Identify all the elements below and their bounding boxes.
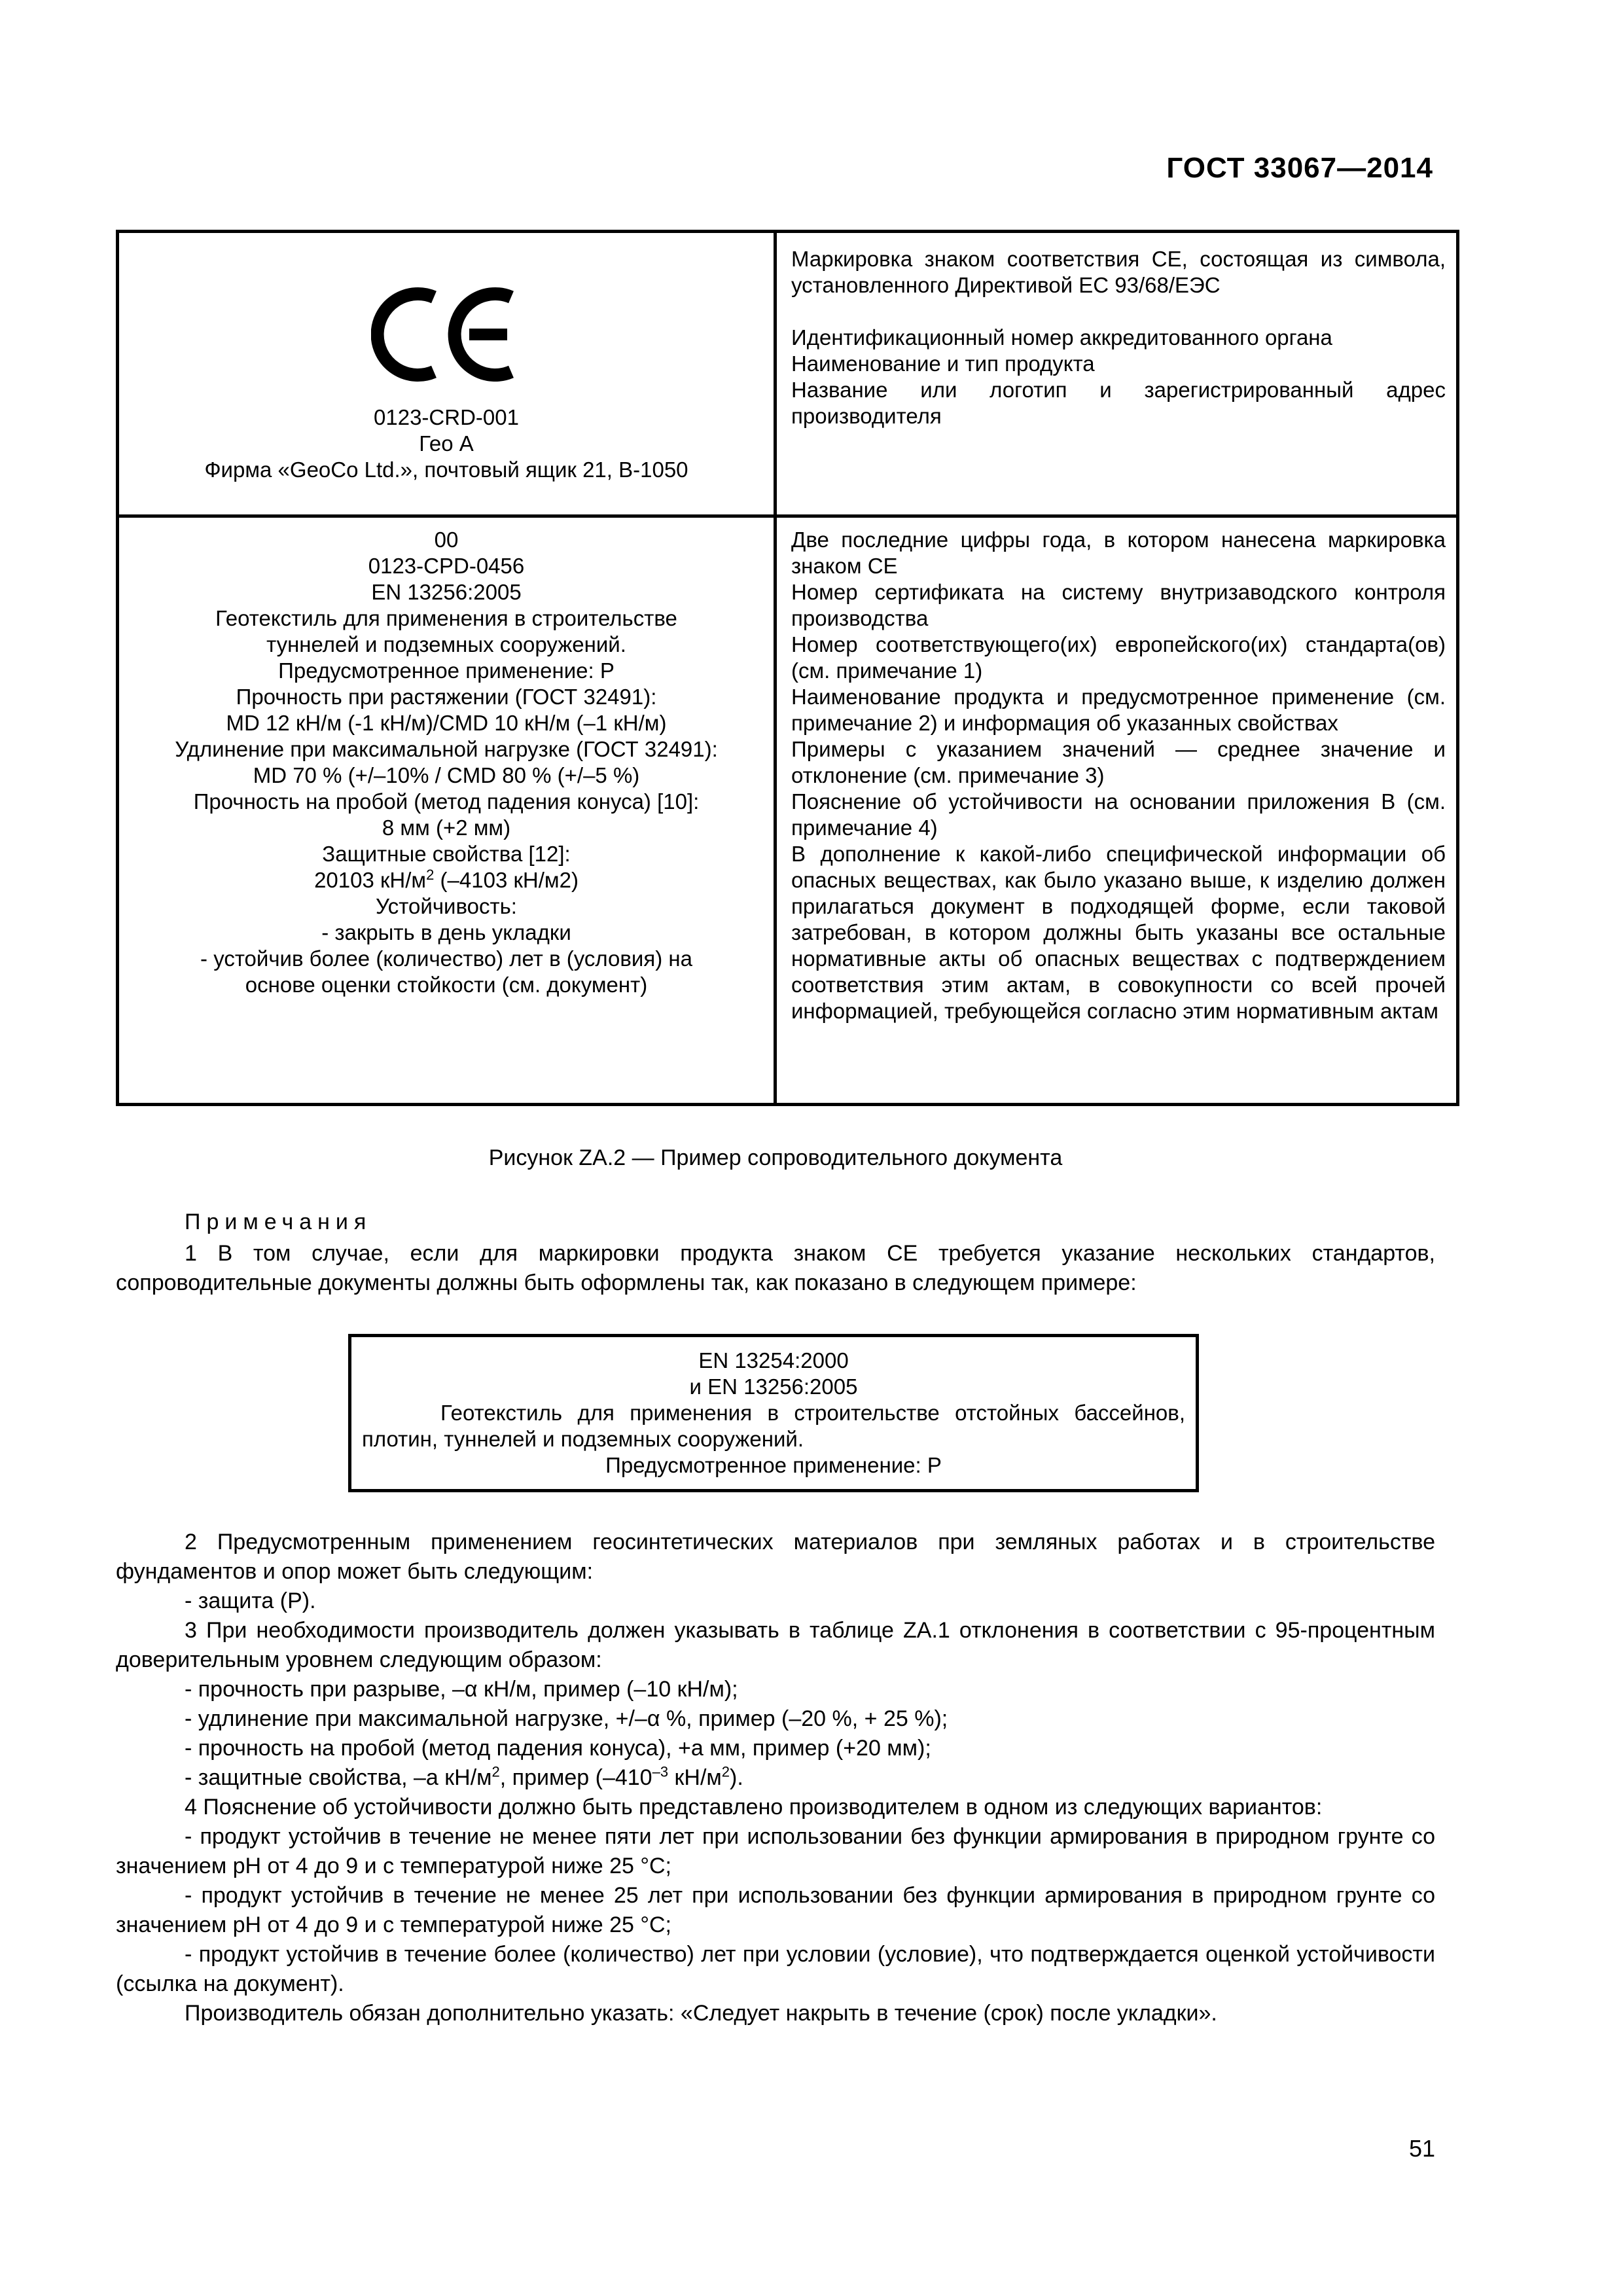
note-3-item-4: - защитные свойства, –а $кН/м^2$, пример ($-410^{-3}$ $кН/м^2$).: [185, 1763, 743, 1790]
product-explanation-cell: [776, 516, 1458, 1105]
note-3-item-2: - удлинение при максимальной нагрузке, +/–α %, пример (–20 %, + 25 %);: [185, 1706, 948, 1731]
durability-item-1: - закрыть в день укладки: [321, 920, 571, 944]
note-4: 4 Пояснение об устойчивости должно быть представлено производителем в одном из следующих вариантов:: [185, 1795, 1323, 1820]
tensile-value: MD 12 кН/м (-1 кН/м)/CMD 10 кН/м (–1 кН/м): [226, 711, 667, 735]
note-3-item-1: - прочность при разрыве, –α кН/м, пример (–10 кН/м);: [185, 1677, 738, 1702]
protection-label: Защитные свойства [12]:: [322, 842, 571, 866]
explain-product: Наименование продукта и предусмотренное применение (см. примечание 2) и информация об указанных свойствах: [791, 685, 1446, 735]
year-digits: 00: [434, 528, 459, 552]
example-standard-2: и EN 13256:2005: [689, 1374, 858, 1399]
elongation-value: MD 70 % (+/–10% / CMD 80 % (+/–5 %): [253, 763, 640, 787]
product-data-cell: [118, 516, 776, 1105]
product-name: Гео А: [419, 431, 474, 456]
example-standard-1: EN 13254:2000: [698, 1348, 849, 1372]
logo-explanation: Название или логотип и зарегистрированный адрес производителя: [791, 378, 1446, 428]
note-4-item-1: - продукт устойчив в течение не менее пяти лет при использовании без функции армирования в природном грунте со значением pH от 4 до 9 и с температурой ниже 25 °С;: [116, 1824, 1435, 1878]
durability-item-3: основе оценки стойкости (см. документ): [245, 973, 648, 997]
explain-values: Примеры с указанием значений — среднее значение и отклонение (см. примечание 3): [791, 737, 1446, 787]
product-desc-2: туннелей и подземных сооружений.: [266, 632, 626, 656]
puncture-value: 8 мм (+2 мм): [382, 816, 511, 840]
example-product: Геотекстиль для применения в строительстве отстойных бассейнов, плотин, туннелей и подземных сооружений.: [362, 1401, 1185, 1451]
example-use: Предусмотренное применение: Р: [605, 1453, 942, 1477]
tensile-label: Прочность при растяжении (ГОСТ 32491):: [236, 685, 657, 709]
type-explanation: Наименование и тип продукта: [791, 351, 1095, 376]
note-3: 3 При необходимости производитель должен указывать в таблице ZA.1 отклонения в соответствии с 95-процентным доверительным уровнем следующим образом:: [116, 1618, 1435, 1672]
ce-explanation-cell: [776, 232, 1458, 516]
puncture-label: Прочность на пробой (метод падения конуса) [10]:: [193, 789, 700, 814]
elongation-label: Удлинение при максимальной нагрузке (ГОСТ 32491):: [175, 737, 718, 761]
ce-explanation: Маркировка знаком соответствия CE, состоящая из символа, установленного Директивой ЕС 93/68/ЕЭС: [791, 247, 1446, 297]
explain-year: Две последние цифры года, в котором нанесена маркировка знаком CE: [791, 528, 1446, 578]
manufacturer-address: Фирма «GeoCo Ltd.», почтовый ящик 21, В-1050: [204, 457, 688, 482]
durability-label: Устойчивость:: [376, 894, 517, 918]
ce-mark-icon: [371, 279, 522, 390]
note-2: 2 Предусмотренным применением геосинтетических материалов при земляных работах и в строительстве фундаментов и опор может быть следующим:: [116, 1530, 1435, 1584]
note-4-item-2: - продукт устойчив в течение не менее 25 лет при использовании без функции армирования в природном грунте со значением pH от 4 до 9 и с температурой ниже 25 °С;: [116, 1883, 1435, 1937]
document-header: ГОСТ 33067—2014: [1166, 152, 1433, 184]
ce-mark: [119, 279, 774, 396]
figure-caption: Рисунок ZA.2 — Пример сопроводительного документа: [488, 1145, 1063, 1170]
cpd-number: 0123-CPD-0456: [368, 554, 525, 578]
intended-use: Предусмотренное применение: Р: [278, 658, 615, 683]
cert-number: 0123-CRD-001: [374, 405, 519, 429]
notes-heading: Примечания: [185, 1210, 372, 1234]
final-statement: Производитель обязан дополнительно указать: «Следует накрыть в течение (срок) после укладки».: [185, 2001, 1217, 2026]
id-explanation: Идентификационный номер аккредитованного органа: [791, 325, 1332, 350]
explain-hazard: В дополнение к какой-либо специфической информации об опасных веществах, как было указано выше, к изделию должен прилагаться документ в подходящей форме, если таковой затребован, в котором должны быть указаны все остальные нормативные акты об опасных веществах с подтверждением соответствия этим актам, в совокупности со всей прочей информацией, требующейся согласно этим нормативным актам: [791, 842, 1446, 1023]
note-3-item-3: - прочность на пробой (метод падения конуса), +а мм, пример (+20 мм);: [185, 1736, 931, 1761]
note-4-item-3: - продукт устойчив в течение более (количество) лет при условии (условие), что подтверждается оценкой устойчивости (ссылка на документ).: [116, 1942, 1435, 1996]
ce-label-cell: [118, 232, 776, 516]
example-box: [348, 1334, 1199, 1492]
explain-cert: Номер сертификата на систему внутризаводского контроля производства: [791, 580, 1446, 630]
explain-durability: Пояснение об устойчивости на основании приложения В (см. примечание 4): [791, 789, 1446, 840]
standard-ref: EN 13256:2005: [371, 580, 522, 604]
durability-item-2: - устойчив более (количество) лет в (условия) на: [200, 946, 692, 971]
product-desc-1: Геотекстиль для применения в строительстве: [215, 606, 677, 630]
note-2-item: - защита (Р).: [185, 1588, 316, 1613]
explain-standard: Номер соответствующего(их) европейского(их) стандарта(ов) (см. примечание 1): [791, 632, 1446, 683]
protection-value: 20103 $кН/м^2$ (–4103 кН/м2): [314, 867, 579, 892]
note-1: 1 В том случае, если для маркировки продукта знаком CE требуется указание нескольких стандартов, сопроводительные документы должны быть оформлены так, как показано в следующем примере:: [116, 1241, 1435, 1295]
page-number: 51: [1408, 2135, 1435, 2162]
figure-table: [116, 230, 1459, 1106]
